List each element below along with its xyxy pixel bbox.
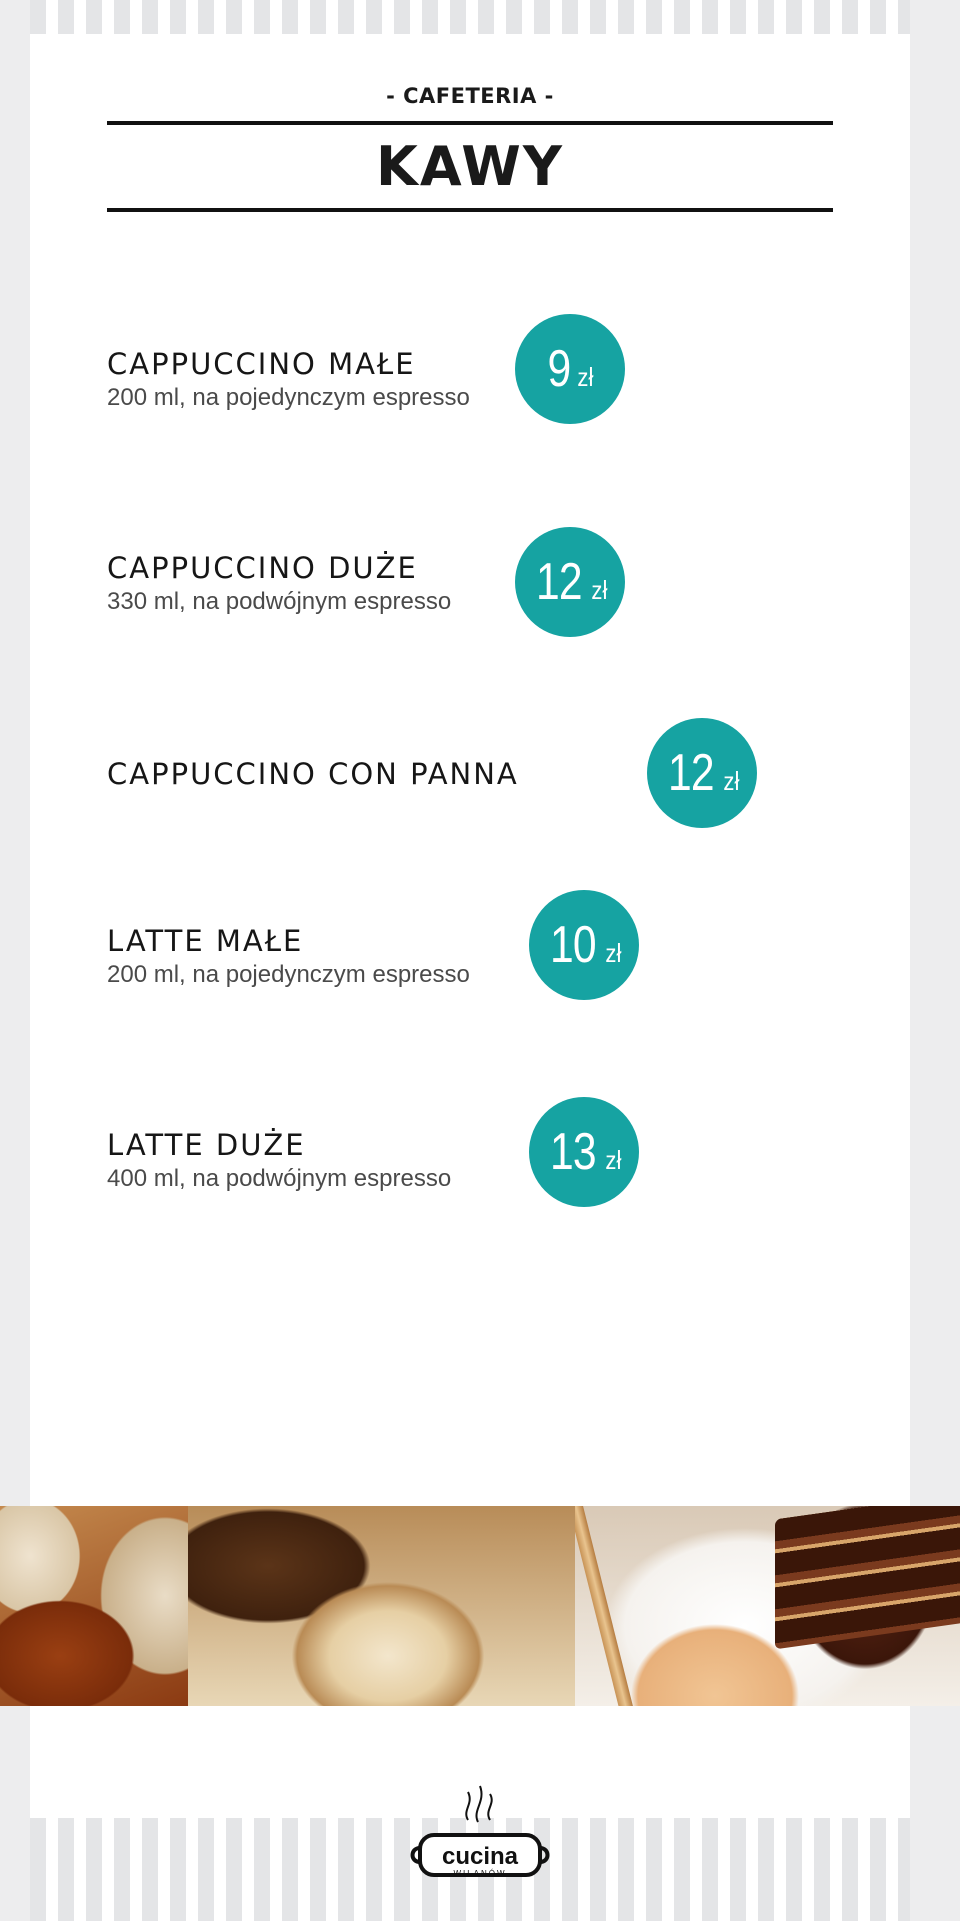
price-value: 12: [668, 744, 715, 802]
price-value: 13: [550, 1123, 597, 1181]
item-name: CAPPUCCINO MAŁE: [107, 347, 416, 381]
price-currency: zł: [591, 575, 608, 605]
cake-photo: [575, 1506, 960, 1706]
cinnamon-stick: [575, 1506, 637, 1706]
logo-name: cucina: [441, 1843, 519, 1870]
item-name: LATTE MAŁE: [107, 924, 304, 958]
item-name: CAPPUCCINO CON PANNA: [107, 757, 519, 791]
price-badge: [515, 314, 625, 424]
top-stripes: [30, 0, 910, 34]
item-description: 200 ml, na pojedynczym espresso: [107, 384, 470, 411]
coffee-cup-photo: [188, 1506, 575, 1706]
cucina-logo: [410, 1780, 550, 1880]
logo-subtitle: WILANÓW: [453, 1869, 507, 1878]
price-currency: zł: [577, 362, 594, 392]
page-title: KAWY: [376, 135, 564, 198]
header-rule-top: [107, 121, 833, 125]
price-value: 9: [547, 340, 571, 398]
item-name: CAPPUCCINO DUŻE: [107, 551, 418, 585]
price-currency: zł: [605, 938, 622, 968]
menu-item-latte-male: [107, 924, 470, 990]
coffee-beans-photo: [0, 1506, 188, 1706]
photo-strip: [0, 1506, 960, 1706]
menu-item-cappuccino-duze: [107, 551, 451, 617]
item-description: 400 ml, na podwójnym espresso: [107, 1165, 452, 1192]
price-badge: [529, 1097, 639, 1207]
item-description: 200 ml, na pojedynczym espresso: [107, 961, 470, 988]
menu-item-cappuccino-con-panna: [107, 757, 519, 791]
price-badge: [515, 527, 625, 637]
section-eyebrow: - CAFETERIA -: [386, 84, 554, 108]
price-badge: [529, 890, 639, 1000]
item-name: LATTE DUŻE: [107, 1128, 306, 1162]
menu-item-cappuccino-male: [107, 347, 470, 413]
price-value: 10: [550, 916, 597, 974]
price-badge: [647, 718, 757, 828]
price-currency: zł: [723, 766, 740, 796]
price-currency: zł: [605, 1145, 622, 1175]
menu-item-latte-duze: [107, 1128, 451, 1194]
price-value: 12: [536, 553, 583, 611]
chocolate-cake: [775, 1506, 960, 1649]
item-description: 330 ml, na podwójnym espresso: [107, 588, 452, 615]
header-rule-bottom: [107, 208, 833, 212]
